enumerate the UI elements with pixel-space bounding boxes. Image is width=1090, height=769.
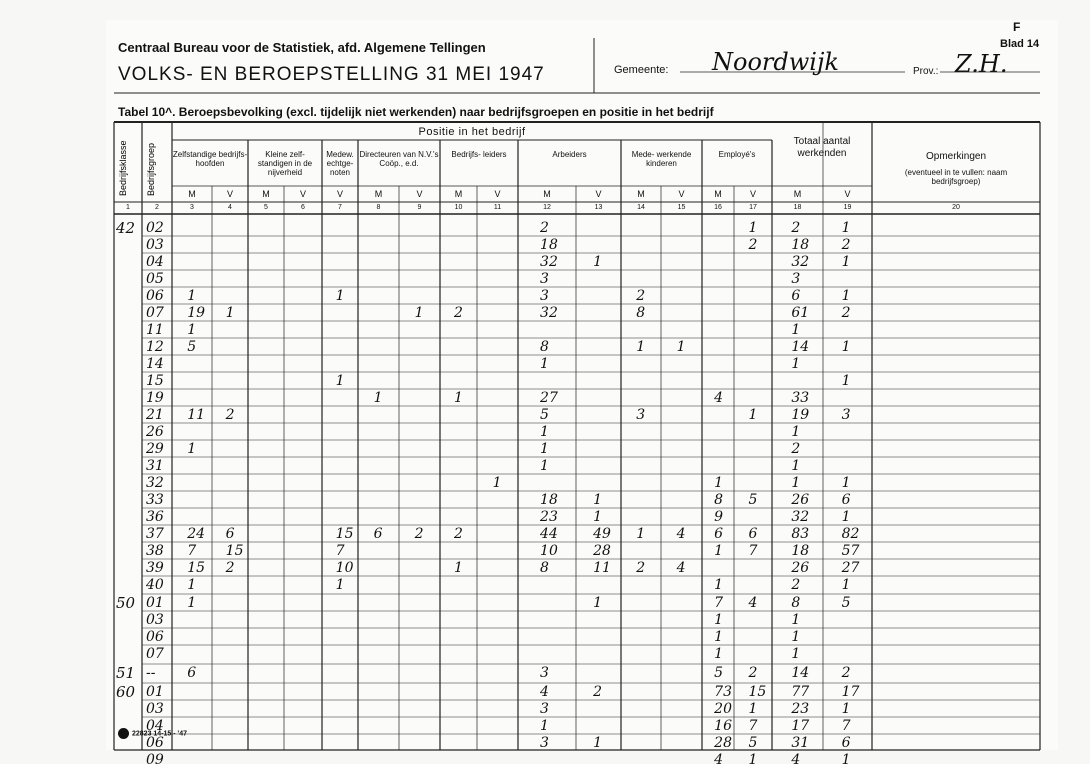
bedrijfsgroep-cell: 03 [146, 612, 164, 628]
bedrijfsklasse-cell: 60 [116, 683, 136, 701]
count-cell: 26 [791, 560, 810, 576]
count-cell: 16 [714, 718, 732, 734]
count-cell: 6 [187, 665, 197, 681]
print-code-text: 22823 14-15 - '47 [132, 730, 187, 738]
count-cell: 1 [841, 577, 851, 593]
count-cell: 1 [841, 475, 851, 491]
count-cell: 31 [791, 735, 810, 751]
count-cell: 2 [841, 665, 851, 681]
group-header-5: Bedrijfs- leiders [451, 150, 507, 159]
m-label: M [262, 189, 270, 199]
count-cell: 1 [841, 701, 851, 717]
column-number: 19 [843, 204, 852, 211]
count-cell: 3 [540, 701, 549, 717]
count-cell: 5 [187, 339, 197, 355]
group-header-6: Arbeiders [552, 150, 587, 159]
count-cell: 1 [492, 475, 502, 491]
count-cell: 2 [841, 305, 851, 321]
count-cell: 77 [791, 684, 810, 700]
count-cell: 5 [540, 407, 549, 423]
bedrijfsgroep-cell: 07 [146, 646, 164, 662]
count-cell: 15 [335, 526, 354, 542]
count-cell: 1 [593, 595, 603, 611]
column-number: 14 [637, 204, 645, 211]
column-number: 6 [301, 204, 305, 211]
column-number: 4 [228, 204, 232, 211]
column-number: 1 [126, 204, 130, 211]
count-cell: 14 [791, 665, 810, 681]
group-header-2: Kleine zelf- standigen in de nijverheid [257, 150, 313, 177]
count-cell: 3 [540, 735, 549, 751]
column-number: 16 [714, 204, 722, 211]
count-cell: 1 [841, 288, 851, 304]
count-cell: 1 [791, 612, 801, 628]
count-cell: 14 [791, 339, 810, 355]
count-cell: 83 [791, 526, 810, 542]
count-cell: 2 [748, 665, 758, 681]
count-cell: 1 [714, 646, 724, 662]
bedrijfsgroep-cell: 33 [146, 492, 164, 508]
m-label: M [543, 189, 551, 199]
column-number: 13 [594, 204, 603, 211]
count-cell: 32 [791, 254, 810, 270]
count-cell: 5 [841, 595, 851, 611]
column-number: 8 [376, 204, 381, 211]
bedrijfsgroep-cell: 06 [146, 735, 164, 751]
v-label: V [416, 189, 423, 199]
count-cell: 2 [225, 560, 235, 576]
count-cell: 2 [414, 526, 424, 542]
v-label: V [336, 189, 343, 199]
count-cell: 18 [791, 237, 810, 253]
bedrijfsgroep-cell: 21 [146, 407, 164, 423]
bedrijfsgroep-cell: 19 [146, 390, 164, 406]
organization-name: Centraal Bureau voor de Statistiek, afd. Algemene Tellingen [118, 40, 486, 55]
count-cell: 57 [841, 543, 860, 559]
opmerkingen-header: Opmerkingen [925, 151, 987, 162]
count-cell: 10 [540, 543, 558, 559]
column-number: 5 [264, 204, 268, 211]
v-label: V [844, 189, 851, 199]
count-cell: 1 [791, 322, 801, 338]
count-cell: 1 [593, 509, 603, 525]
count-cell: 1 [593, 254, 603, 270]
bedrijfsgroep-cell: 09 [146, 752, 164, 768]
count-cell: 1 [454, 560, 463, 576]
v-label: V [678, 189, 685, 199]
gemeente-value: Noordwijk [712, 48, 839, 76]
count-cell: 1 [636, 526, 646, 542]
count-cell: 4 [676, 526, 686, 542]
v-label: V [749, 189, 756, 199]
bedrijfsgroep-cell: 06 [146, 629, 164, 645]
m-label: M [714, 189, 722, 199]
count-cell: 1 [593, 735, 603, 751]
count-cell: 2 [593, 684, 603, 700]
count-cell: 8 [714, 492, 724, 508]
column-number: 17 [749, 204, 757, 211]
count-cell: 18 [540, 492, 558, 508]
count-cell: 28 [593, 543, 611, 559]
count-cell: 23 [540, 509, 558, 525]
count-cell: 1 [187, 577, 197, 593]
count-cell: 1 [714, 577, 724, 593]
count-cell: 1 [454, 390, 463, 406]
count-cell: 1 [414, 305, 424, 321]
bedrijfsgroep-cell: 37 [146, 526, 164, 542]
column-number: 12 [543, 204, 551, 211]
column-number: 20 [952, 204, 960, 211]
bedrijfsgroep-cell: 39 [146, 560, 164, 576]
count-cell: 4 [540, 684, 549, 700]
printer-logo-icon [118, 728, 129, 739]
positie-header: Positie in het bedrijf [418, 126, 526, 138]
count-cell: 1 [714, 612, 724, 628]
count-cell: 1 [841, 373, 851, 389]
count-cell: 1 [748, 220, 758, 236]
group-header-4: Directeuren van N.V.'s Coöp., e.d. [359, 150, 439, 168]
count-cell: 1 [841, 339, 851, 355]
count-cell: 32 [540, 254, 558, 270]
bedrijfsgroep-cell: 32 [146, 475, 164, 491]
count-cell: 1 [841, 752, 851, 768]
column-number: 10 [454, 204, 463, 211]
count-cell: 3 [791, 271, 801, 287]
count-cell: 15 [225, 543, 244, 559]
count-cell: 1 [791, 356, 801, 372]
count-cell: 9 [714, 509, 724, 525]
count-cell: 2 [791, 220, 801, 236]
bedrijfsgroep-cell: 06 [146, 288, 164, 304]
sheet-number: Blad 14 [1000, 38, 1040, 50]
prov-label: Prov.: [913, 66, 939, 77]
m-label: M [793, 189, 802, 199]
count-cell: 33 [791, 390, 810, 406]
print-code [118, 728, 187, 739]
count-cell: 11 [187, 407, 206, 423]
count-cell: 1 [791, 646, 801, 662]
count-cell: 1 [540, 718, 549, 734]
count-cell: 18 [791, 543, 810, 559]
count-cell: 32 [791, 509, 810, 525]
count-cell: 11 [593, 560, 611, 576]
count-cell: 1 [748, 407, 758, 423]
count-cell: 3 [540, 271, 549, 287]
bedrijfsgroep-cell: 03 [146, 237, 164, 253]
count-cell: 23 [791, 701, 810, 717]
bedrijfsklasse-header: Bedrijfsklasse [118, 140, 128, 196]
group-header-8: Employé's [718, 150, 756, 159]
count-cell: 1 [593, 492, 603, 508]
count-cell: 15 [187, 560, 206, 576]
count-cell: 1 [187, 288, 197, 304]
bedrijfsgroep-cell: -- [146, 665, 156, 681]
count-cell: 8 [540, 560, 549, 576]
count-cell: 1 [540, 356, 549, 372]
v-label: V [595, 189, 602, 199]
count-cell: 2 [748, 237, 758, 253]
count-cell: 1 [841, 254, 851, 270]
count-cell: 1 [335, 577, 345, 593]
count-cell: 44 [540, 526, 558, 542]
count-cell: 1 [540, 441, 549, 457]
gemeente-label: Gemeente: [614, 64, 669, 76]
bedrijfsgroep-cell: 26 [146, 424, 164, 440]
count-cell: 1 [791, 475, 801, 491]
count-cell: 7 [748, 718, 758, 734]
count-cell: 2 [454, 305, 463, 321]
count-cell: 6 [748, 526, 758, 542]
table-title: Tabel 10^. Beroepsbevolking (excl. tijdelijk niet werkenden) naar bedrijfsgroepen en positie in het bedrijf [118, 105, 714, 119]
bedrijfsgroep-cell: 01 [146, 595, 164, 611]
count-cell: 17 [791, 718, 810, 734]
bedrijfsgroep-cell: 02 [146, 220, 164, 236]
count-cell: 4 [676, 560, 686, 576]
count-cell: 1 [540, 424, 549, 440]
count-cell: 8 [791, 595, 801, 611]
count-cell: 4 [791, 752, 801, 768]
bedrijfsgroep-cell: 04 [146, 254, 164, 270]
count-cell: 7 [748, 543, 758, 559]
count-cell: 27 [841, 560, 860, 576]
count-cell: 1 [841, 220, 851, 236]
count-cell: 32 [540, 305, 558, 321]
bedrijfsklasse-cell: 51 [116, 664, 136, 682]
count-cell: 73 [714, 684, 732, 700]
count-cell: 3 [540, 665, 549, 681]
group-header-7: Mede- werkende kinderen [631, 150, 692, 168]
count-cell: 49 [593, 526, 611, 542]
bedrijfsgroep-cell: 40 [146, 577, 164, 593]
count-cell: 8 [540, 339, 549, 355]
count-cell: 2 [454, 526, 463, 542]
v-label: V [494, 189, 501, 199]
count-cell: 2 [636, 288, 646, 304]
count-cell: 1 [841, 509, 851, 525]
bedrijfsgroep-cell: 31 [146, 458, 164, 474]
column-number: 3 [190, 204, 194, 211]
column-number: 11 [493, 204, 502, 211]
count-cell: 1 [187, 441, 197, 457]
count-cell: 7 [841, 718, 851, 734]
bedrijfsklasse-cell: 42 [116, 219, 136, 237]
m-label: M [454, 189, 463, 199]
count-cell: 1 [187, 322, 197, 338]
bedrijfsgroep-cell: 11 [146, 322, 164, 338]
bedrijfsgroep-cell: 15 [146, 373, 164, 389]
count-cell: 82 [841, 526, 860, 542]
column-number: 2 [155, 204, 159, 211]
bedrijfsgroep-cell: 14 [146, 356, 164, 372]
count-cell: 6 [225, 526, 235, 542]
count-cell: 1 [714, 543, 724, 559]
count-cell: 4 [714, 390, 724, 406]
m-label: M [637, 189, 645, 199]
bedrijfsgroep-cell: 03 [146, 701, 164, 717]
count-cell: 1 [748, 752, 758, 768]
count-cell: 2 [841, 237, 851, 253]
column-number: 7 [338, 204, 342, 211]
corner-mark: F [1013, 20, 1021, 34]
count-cell: 7 [714, 595, 724, 611]
count-cell: 61 [791, 305, 810, 321]
bedrijfsgroep-cell: 04 [146, 718, 164, 734]
count-cell: 1 [748, 701, 758, 717]
count-cell: 6 [714, 526, 724, 542]
count-cell: 6 [791, 288, 801, 304]
count-cell: 1 [714, 475, 724, 491]
count-cell: 24 [187, 526, 206, 542]
count-cell: 27 [540, 390, 558, 406]
count-cell: 6 [841, 492, 851, 508]
count-cell: 4 [714, 752, 724, 768]
count-cell: 2 [540, 220, 549, 236]
bedrijfsgroep-header: Bedrijfsgroep [146, 142, 156, 196]
count-cell: 3 [841, 407, 851, 423]
count-cell: 18 [540, 237, 558, 253]
count-cell: 6 [373, 526, 383, 542]
count-cell: 1 [676, 339, 686, 355]
count-cell: 2 [791, 441, 801, 457]
count-cell: 15 [748, 684, 767, 700]
count-cell: 1 [225, 305, 235, 321]
count-cell: 5 [748, 492, 758, 508]
bedrijfsgroep-cell: 05 [146, 271, 164, 287]
bedrijfsgroep-cell: 12 [146, 339, 164, 355]
count-cell: 19 [187, 305, 206, 321]
count-cell: 2 [225, 407, 235, 423]
count-cell: 1 [791, 629, 801, 645]
m-label: M [374, 189, 383, 199]
count-cell: 2 [791, 577, 801, 593]
count-cell: 4 [748, 595, 758, 611]
v-label: V [299, 189, 306, 199]
count-cell: 1 [335, 288, 345, 304]
bedrijfsgroep-cell: 36 [146, 509, 164, 525]
count-cell: 1 [714, 629, 724, 645]
bedrijfsgroep-cell: 38 [146, 543, 164, 559]
count-cell: 28 [714, 735, 732, 751]
count-cell: 5 [748, 735, 758, 751]
bedrijfsgroep-cell: 07 [146, 305, 164, 321]
bedrijfsgroep-cell: 29 [146, 441, 164, 457]
count-cell: 1 [373, 390, 383, 406]
column-number: 15 [677, 204, 686, 211]
v-label: V [226, 189, 233, 199]
count-cell: 6 [841, 735, 851, 751]
opmerkingen-note: (eventueel in te vullen: naam bedrijfsgroep) [904, 168, 1008, 186]
count-cell: 1 [636, 339, 646, 355]
group-header-3: Medew. echtge- noten [326, 150, 354, 177]
count-cell: 1 [187, 595, 197, 611]
bedrijfsklasse-cell: 50 [116, 594, 136, 612]
form-title: VOLKS- EN BEROEPSTELLING 31 MEI 1947 [118, 64, 545, 85]
group-header-1: Zelfstandige bedrijfs- hoofden [172, 150, 248, 168]
group-header-9: Totaal aantal werkenden [793, 136, 851, 159]
count-cell: 10 [335, 560, 354, 576]
count-cell: 1 [540, 458, 549, 474]
prov-value: Z.H. [955, 50, 1008, 78]
count-cell: 19 [791, 407, 810, 423]
count-cell: 7 [335, 543, 345, 559]
bedrijfsgroep-cell: 01 [146, 684, 164, 700]
column-number: 18 [793, 204, 802, 211]
column-number: 9 [417, 204, 422, 211]
count-cell: 1 [335, 373, 345, 389]
m-label: M [188, 189, 196, 199]
count-cell: 3 [636, 407, 646, 423]
count-cell: 5 [714, 665, 724, 681]
count-cell: 26 [791, 492, 810, 508]
count-cell: 20 [714, 701, 732, 717]
count-cell: 1 [791, 458, 801, 474]
count-cell: 1 [791, 424, 801, 440]
count-cell: 3 [540, 288, 549, 304]
count-cell: 2 [636, 560, 646, 576]
count-cell: 7 [187, 543, 197, 559]
count-cell: 17 [841, 684, 860, 700]
count-cell: 8 [636, 305, 646, 321]
